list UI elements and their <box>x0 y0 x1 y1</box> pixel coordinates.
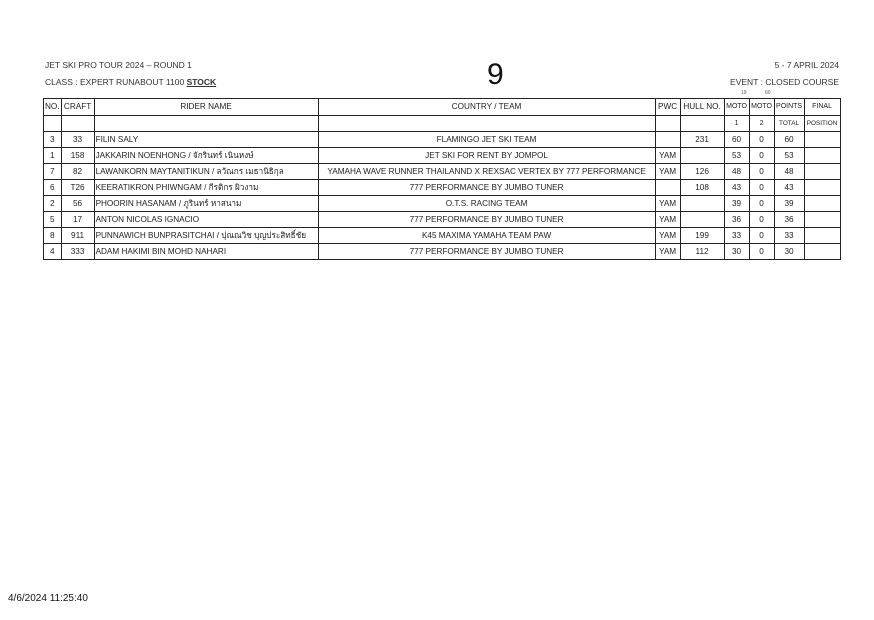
event-date: 5 - 7 APRIL 2024 <box>774 60 839 70</box>
table-row <box>44 244 841 260</box>
row-rider: PHOORIN HASANAM / ภูรินทร์ หาสนาม <box>94 196 318 212</box>
col-moto1: MOTO <box>724 99 749 116</box>
col-craft: CRAFT <box>61 99 94 116</box>
row-moto2: 0 <box>749 228 774 244</box>
row-hull: 108 <box>680 180 724 196</box>
row-craft: 911 <box>61 228 94 244</box>
row-hull: 199 <box>680 228 724 244</box>
row-moto2: 0 <box>749 132 774 148</box>
row-craft: T26 <box>61 180 94 196</box>
class-prefix: CLASS : EXPERT RUNABOUT 1100 <box>45 77 187 87</box>
row-pwc: YAM <box>655 148 680 164</box>
row-points: 53 <box>774 148 804 164</box>
header-row <box>44 99 841 116</box>
row-moto1: 33 <box>724 228 749 244</box>
row-country: K45 MAXIMA YAMAHA TEAM PAW <box>318 228 655 244</box>
col-country: COUNTRY / TEAM <box>318 99 655 116</box>
table-row <box>44 148 841 164</box>
row-rider: ADAM HAKIMI BIN MOHD NAHARI <box>94 244 318 260</box>
row-moto1: 43 <box>724 180 749 196</box>
event-title: JET SKI PRO TOUR 2024 – ROUND 1 <box>45 60 192 70</box>
row-pwc: YAM <box>655 196 680 212</box>
col-pwc: PWC <box>655 99 680 116</box>
row-pwc: YAM <box>655 228 680 244</box>
table-row <box>44 132 841 148</box>
row-craft: 17 <box>61 212 94 228</box>
row-final <box>804 244 840 260</box>
event-type: EVENT : CLOSED COURSE <box>730 77 839 87</box>
row-hull: 112 <box>680 244 724 260</box>
row-craft: 333 <box>61 244 94 260</box>
row-final <box>804 132 840 148</box>
col-points: POINTS <box>774 99 804 116</box>
row-points: 60 <box>774 132 804 148</box>
row-moto2: 0 <box>749 148 774 164</box>
col-moto2-sub: 2 <box>749 116 774 132</box>
row-moto1: 30 <box>724 244 749 260</box>
row-rider: ANTON NICOLAS IGNACIO <box>94 212 318 228</box>
row-final <box>804 212 840 228</box>
results-body <box>44 132 841 260</box>
row-rider: FILIN SALY <box>94 132 318 148</box>
row-moto1: 53 <box>724 148 749 164</box>
row-craft: 158 <box>61 148 94 164</box>
row-pwc <box>655 132 680 148</box>
row-moto2: 0 <box>749 180 774 196</box>
row-hull: 231 <box>680 132 724 148</box>
results-table <box>43 98 841 260</box>
row-craft: 82 <box>61 164 94 180</box>
class-line <box>45 77 216 87</box>
row-moto2: 0 <box>749 196 774 212</box>
row-points: 36 <box>774 212 804 228</box>
print-timestamp: 4/6/2024 11:25:40 <box>8 593 88 604</box>
row-moto1: 60 <box>724 132 749 148</box>
col-final: FINAL <box>804 99 840 116</box>
table-row <box>44 196 841 212</box>
row-no: 3 <box>44 132 62 148</box>
row-country: 777 PERFORMANCE BY JUMBO TUNER <box>318 212 655 228</box>
row-craft: 56 <box>61 196 94 212</box>
row-craft: 33 <box>61 132 94 148</box>
row-moto2: 0 <box>749 244 774 260</box>
row-hull <box>680 196 724 212</box>
moto2-count: 60 <box>765 90 771 96</box>
row-no: 7 <box>44 164 62 180</box>
row-country: FLAMINGO JET SKI TEAM <box>318 132 655 148</box>
row-moto1: 48 <box>724 164 749 180</box>
table-row <box>44 212 841 228</box>
row-rider: JAKKARIN NOENHONG / จักรินทร์ เนินหงษ์ <box>94 148 318 164</box>
row-hull: 126 <box>680 164 724 180</box>
col-moto1-sub: 1 <box>724 116 749 132</box>
row-points: 43 <box>774 180 804 196</box>
row-points: 39 <box>774 196 804 212</box>
row-no: 8 <box>44 228 62 244</box>
row-final <box>804 228 840 244</box>
row-country: 777 PERFORMANCE BY JUMBO TUNER <box>318 180 655 196</box>
row-points: 48 <box>774 164 804 180</box>
row-final <box>804 148 840 164</box>
row-no: 6 <box>44 180 62 196</box>
row-country: 777 PERFORMANCE BY JUMBO TUNER <box>318 244 655 260</box>
row-rider: PUNNAWICH BUNPRASITCHAI / ปุณณวิช บุญประสิทธิ์ชัย <box>94 228 318 244</box>
row-country: YAMAHA WAVE RUNNER THAILANND X REXSAC VERTEX BY 777 PERFORMANCE <box>318 164 655 180</box>
row-country: JET SKI FOR RENT BY JOMPOL <box>318 148 655 164</box>
col-points-sub: TOTAL <box>774 116 804 132</box>
table-row <box>44 164 841 180</box>
row-moto2: 0 <box>749 164 774 180</box>
row-moto2: 0 <box>749 212 774 228</box>
row-moto1: 39 <box>724 196 749 212</box>
row-final <box>804 196 840 212</box>
table-row <box>44 180 841 196</box>
row-points: 33 <box>774 228 804 244</box>
col-no: NO. <box>44 99 62 116</box>
table-row <box>44 228 841 244</box>
row-country: O.T.S. RACING TEAM <box>318 196 655 212</box>
class-suffix: STOCK <box>186 77 217 87</box>
col-moto2: MOTO <box>749 99 774 116</box>
moto1-count: 19 <box>741 90 747 96</box>
row-pwc: YAM <box>655 244 680 260</box>
row-no: 1 <box>44 148 62 164</box>
row-rider: KEERATIKRON PHIWNGAM / กีรติกร ผิวงาม <box>94 180 318 196</box>
row-pwc <box>655 180 680 196</box>
row-no: 5 <box>44 212 62 228</box>
row-hull <box>680 212 724 228</box>
subheader-row <box>44 116 841 132</box>
row-no: 4 <box>44 244 62 260</box>
row-pwc: YAM <box>655 164 680 180</box>
col-final-sub: POSITION <box>804 116 840 132</box>
row-rider: LAWANKORN MAYTANITIKUN / ลวัณกร เมธานิธิกุล <box>94 164 318 180</box>
col-rider: RIDER NAME <box>94 99 318 116</box>
row-moto1: 36 <box>724 212 749 228</box>
row-pwc: YAM <box>655 212 680 228</box>
row-final <box>804 164 840 180</box>
row-hull <box>680 148 724 164</box>
row-final <box>804 180 840 196</box>
race-number: 9 <box>487 58 504 91</box>
col-hull: HULL NO. <box>680 99 724 116</box>
row-no: 2 <box>44 196 62 212</box>
row-points: 30 <box>774 244 804 260</box>
